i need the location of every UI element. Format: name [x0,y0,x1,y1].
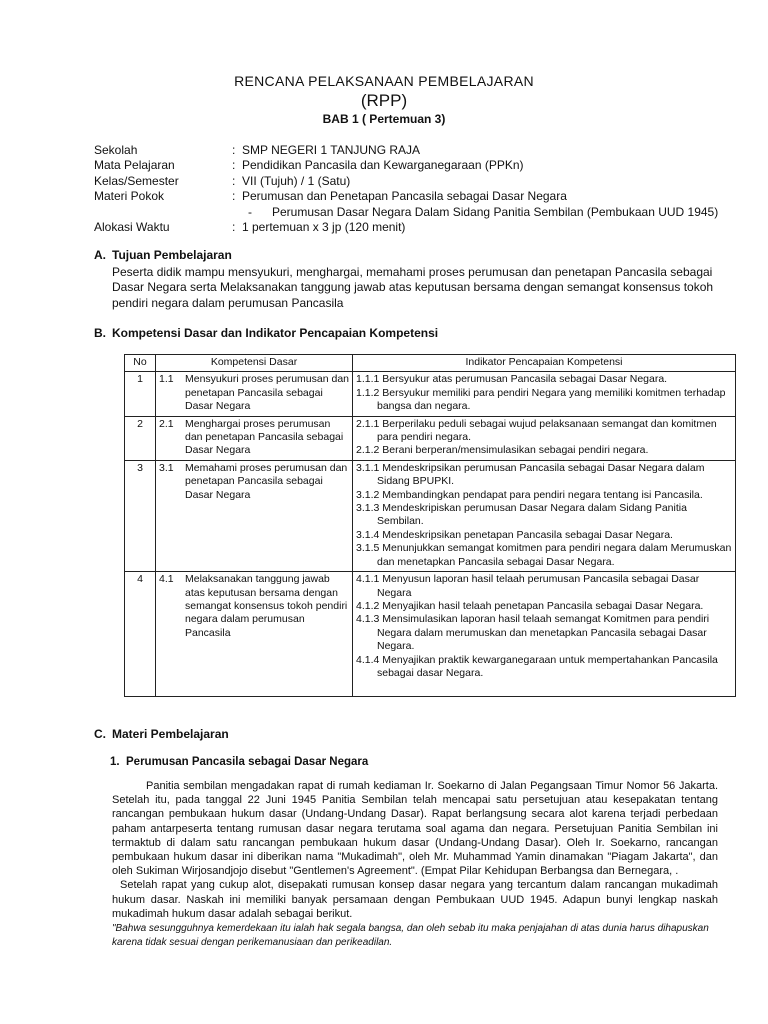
competency-text: Menghargai proses perumusan dan penetapan Pancasila sebagai Dasar Negara [185,417,344,457]
table-row [125,372,736,416]
subtopic-dash: - [248,204,252,219]
indicator-item [356,542,732,569]
info-row-subtopic [94,205,718,220]
info-colon: : [232,143,236,157]
subsection-heading [110,756,368,768]
competency-number: 4.1 [159,573,174,586]
indicator-number: 2.1.2 [356,444,380,457]
identity-block [94,143,718,235]
info-value: 1 pertemuan x 3 jp (120 menit) [242,220,406,235]
competency-number: 1.1 [159,373,174,386]
competency-cell [156,416,353,460]
indicator-cell [353,372,736,416]
indicator-number: 1.1.1 [356,373,380,386]
learning-objective-text: Peserta didik mampu mensyukuri, menghargai, memahami proses perumusan dan penetapan Pancasila sebagai Dasar Negara serta Melaksanakan tanggung jawab atas keputusan bersama dengan semangat konsensus tokoh pendiri negara dalam perumusan Pancasila [112,265,714,310]
indicator-number: 1.1.2 [356,386,380,399]
section-letter: A. [94,248,106,262]
indicator-item [356,654,732,681]
indicator-text: Mendeskripsikan perumusan Pancasila sebagai Dasar Negara dalam Sidang BPUPKI. [377,461,705,488]
indicator-item [356,489,732,502]
material-paragraph: Panitia sembilan mengadakan rapat di rumah kediaman Ir. Soekarno di Jalan Pegangsaan Timur Nomor 56 Jakarta. Setelah itu, pada tanggal 22 Juni 1945 Panitia Sembilan telah mencapai satu persetujuan atau kesepakatan tentang rancangan pembukaan hukum dasar (Undang-Undang Dasar). Rapat berlangsung secara alot karena terjadi perbedaan paham antarpeserta tentang rumusan dasar negara terutama soal agama dan negara. Persetujuan Panitia Sembilan ini termaktub di dalam satu rancangan pembukaan hukum dasar (Undang-Undang Dasar). Oleh Ir. Soekarno, rancangan pembukaan hukum dasar ini diberikan nama "Mukadimah", oleh Mr. Muhammad Yamin dinamakan "Piagam Jakarta", dan oleh Sukiman Wirjosandjojo disebut "Gentlemen's Agreement". (Empat Pilar Kehidupan Berbangsa dan Bernegara, . [112,780,718,878]
column-header: No [125,355,156,372]
subsection-title: Perumusan Pancasila sebagai Dasar Negara [126,756,369,768]
section-title: Tujuan Pembelajaran [112,248,232,262]
table-row [125,416,736,460]
table-header-row [125,355,736,372]
info-subtopic: Perumusan Dasar Negara Dalam Sidang Panitia Sembilan (Pembukaan UUD 1945) [272,204,719,219]
indicator-text: Bersyukur memiliki para pendiri Negara yang memiliki komitmen terhadap bangsa dan negara. [377,386,726,413]
indicator-number: 3.1.5 [356,542,380,555]
material-body [112,779,718,921]
info-row-class [94,174,718,189]
indicator-item [356,502,732,529]
info-label: Alokasi Waktu [94,220,170,235]
competency-text: Memahami proses perumusan dan penetapan Pancasila sebagai Dasar Negara [185,461,348,501]
indicator-text: Menyusun laporan hasil telaah perumusan Pancasila sebagai Dasar Negara [377,573,700,599]
indicator-text: Membandingkan pendapat para pendiri negara tentang isi Pancasila. [382,488,703,501]
table-row [125,572,736,697]
info-value: Perumusan dan Penetapan Pancasila sebagai Dasar Negara [242,189,567,204]
indicator-number: 3.1.3 [356,502,380,515]
info-colon: : [232,189,236,204]
indicator-text: Berperilaku peduli sebagai wujud pelaksanaan semangat dan komitmen para pendiri negara. [377,417,717,444]
indicator-number: 3.1.2 [356,488,380,501]
indicator-cell [353,460,736,571]
indicator-item [356,613,732,653]
info-colon: : [232,158,236,173]
info-value: SMP NEGERI 1 TANJUNG RAJA [242,143,421,157]
indicator-item [356,418,732,445]
material-paragraph: Setelah rapat yang cukup alot, disepakati rumusan konsep dasar negara yang tercantum dalam rancangan mukadimah hukum dasar. Naskah ini memiliki banyak persamaan dengan Pembukaan UUD 1945. Adapun bunyi lengkap naskah mukadimah hukum dasar adalah sebagai berikut. [112,879,718,920]
indicator-cell [353,572,736,697]
preamble-quote: "Bahwa sesungguhnya kemerdekaan itu ialah hak segala bangsa, dan oleh sebab itu maka penjajahan di atas dunia harus dihapuskan karena tidak sesuai dengan perikemanusiaan dan perikeadilan. [112,923,709,948]
competency-text: Melaksanakan tanggung jawab atas keputusan bersama dengan semangat konsensus tokoh pendiri negara dalam perumusan Pancasila [185,573,348,639]
row-number: 2 [125,416,156,460]
indicator-item [356,387,732,414]
competency-item [159,462,349,502]
competency-table [124,354,736,697]
indicator-text: Mensimulasikan laporan hasil telaah semangat Komitmen para pendiri Negara dalam merumuskan dan menetapkan Pancasila sebagai Dasar Negara. [377,613,710,653]
competency-number: 3.1 [159,461,174,474]
indicator-item [356,444,732,457]
section-c-heading [94,727,229,741]
column-header: Kompetensi Dasar [156,355,353,372]
table-body [125,372,736,697]
indicator-number: 4.1.4 [356,653,380,666]
section-letter: B. [94,326,106,340]
info-colon: : [232,220,236,235]
info-value: Pendidikan Pancasila dan Kewarganegaraan (PPKn) [242,158,524,173]
indicator-text: Bersyukur atas perumusan Pancasila sebagai Dasar Negara. [382,373,668,386]
indicator-text: Mendeskripiskan perumusan Dasar Negara dalam Sidang Panitia Sembilan. [377,502,687,528]
info-value: VII (Tujuh) / 1 (Satu) [242,173,351,188]
info-label: Materi Pokok [94,189,165,204]
competency-text: Mensyukuri proses perumusan dan penetapan Pancasila sebagai Dasar Negara [185,373,350,413]
info-row-subject [94,158,718,173]
section-a-heading [94,248,232,262]
competency-item [159,573,349,640]
info-label: Mata Pelajaran [94,158,175,173]
document-title: RENCANA PELAKSANAAN PEMBELAJARAN [234,73,534,89]
chapter-heading: BAB 1 ( Pertemuan 3) [322,112,446,126]
indicator-item [356,373,732,386]
row-number: 4 [125,572,156,697]
indicator-text: Menunjukkan semangat komitmen para pendiri negara dalam Merumuskan dan menetapkan Pancasila sebagai Dasar Negara. [377,542,732,568]
section-b-heading [94,326,438,340]
info-label: Sekolah [94,143,138,157]
competency-cell [156,372,353,416]
indicator-text: Berani berperan/mensimulasikan sebagai pendiri negara. [382,444,649,457]
subsection-number: 1. [110,756,120,768]
section-title: Materi Pembelajaran [112,727,229,741]
indicator-item [356,529,732,542]
row-number: 1 [125,372,156,416]
section-letter: C. [94,727,106,741]
info-row-school [94,143,718,158]
indicator-number: 2.1.1 [356,417,380,430]
info-row-topic [94,189,718,204]
section-title: Kompetensi Dasar dan Indikator Pencapaian Kompetensi [112,326,439,340]
info-label: Kelas/Semester [94,173,179,188]
indicator-item [356,573,732,600]
indicator-item [356,462,732,489]
indicator-cell [353,416,736,460]
column-header: Indikator Pencapaian Kompetensi [353,355,736,372]
indicator-number: 4.1.2 [356,599,380,612]
indicator-number: 4.1.1 [356,573,380,586]
row-number: 3 [125,460,156,571]
indicator-item [356,600,732,613]
indicator-text: Menyajikan praktik kewarganegaraan untuk mempertahankan Pancasila sebagai dasar Negara. [377,653,718,679]
competency-cell [156,572,353,697]
indicator-number: 4.1.3 [356,613,380,626]
document-abbreviation: (RPP) [360,91,408,110]
competency-item [159,418,349,458]
competency-item [159,373,349,413]
table-row [125,460,736,571]
info-row-time [94,220,718,235]
indicator-text: Mendeskripsikan penetapan Pancasila sebagai Dasar Negara. [382,528,673,541]
indicator-number: 3.1.1 [356,461,380,474]
competency-number: 2.1 [159,417,174,430]
info-colon: : [232,173,236,188]
indicator-text: Menyajikan hasil telaah penetapan Pancasila sebagai Dasar Negara. [382,599,704,612]
competency-cell [156,460,353,571]
indicator-number: 3.1.4 [356,528,380,541]
